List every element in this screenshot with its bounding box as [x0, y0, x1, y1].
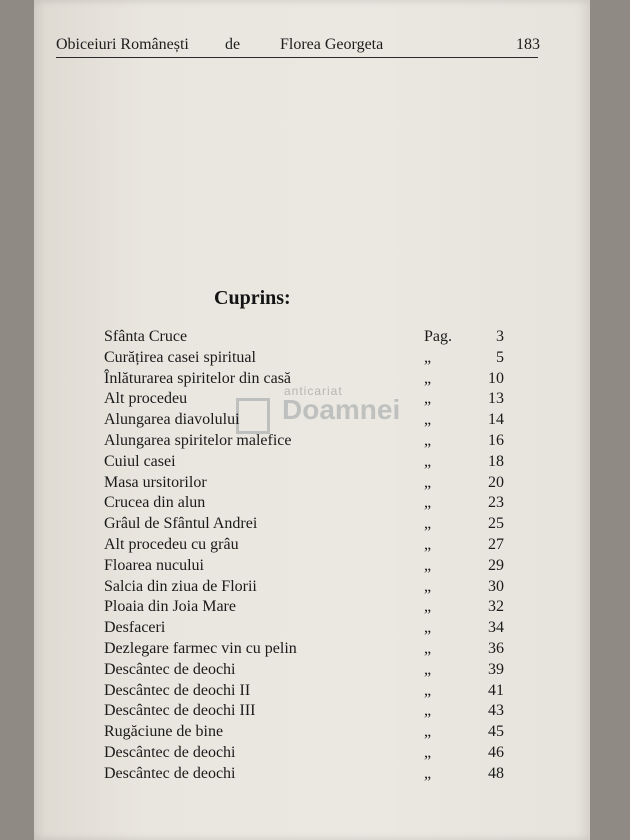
- toc-entry: [104, 473, 504, 494]
- toc-entry-mark: „: [424, 619, 432, 637]
- toc-entry-page: 13: [488, 390, 504, 408]
- toc-entry-mark: „: [424, 702, 432, 720]
- toc-entry-mark: „: [424, 515, 432, 533]
- header-page-number: 183: [516, 36, 540, 53]
- toc-entry-label: Ploaia din Joia Mare: [104, 598, 236, 616]
- toc-entry-label: Desfaceri: [104, 619, 166, 637]
- toc-entry-page: 48: [488, 764, 504, 782]
- toc-entry-page: 46: [488, 743, 504, 761]
- toc-entry: [104, 660, 504, 681]
- toc-entry: [104, 597, 504, 618]
- header-book-title: Obiceiuri Românești: [56, 36, 189, 53]
- toc-entry-label: Floarea nucului: [104, 556, 204, 574]
- header-author: Florea Georgeta: [280, 36, 384, 53]
- toc-entry-page: 14: [488, 411, 504, 429]
- toc-entry: [104, 389, 504, 410]
- toc-entry: [104, 681, 504, 702]
- toc-entry-page: 18: [488, 452, 504, 470]
- toc-entry-page: 20: [488, 473, 504, 491]
- toc-entry-mark: „: [424, 681, 432, 699]
- toc-entry: [104, 639, 504, 660]
- header-rule: [56, 57, 538, 58]
- toc-entry-mark: „: [424, 743, 432, 761]
- toc-entry-label: Descântec de deochi: [104, 764, 236, 782]
- toc-entry: [104, 743, 504, 764]
- toc-list: [104, 327, 504, 785]
- toc-entry-page: 3: [496, 328, 504, 345]
- toc-entry-page: 39: [488, 660, 504, 678]
- toc-entry: [104, 452, 504, 473]
- toc-entry-label: Alt procedeu cu grâu: [104, 535, 239, 553]
- toc-entry-label: Grâul de Sfântul Andrei: [104, 515, 258, 533]
- toc-entry-label: Salcia din ziua de Florii: [104, 577, 257, 595]
- toc-entry-label: Descântec de deochi II: [104, 681, 251, 699]
- toc-entry-mark: „: [424, 348, 432, 366]
- toc-entry: [104, 618, 504, 639]
- toc-entry: [104, 535, 504, 556]
- toc-entry-mark: „: [424, 598, 432, 616]
- toc-entry-mark: „: [424, 431, 432, 449]
- toc-entry-mark: Pag.: [424, 328, 452, 345]
- toc-entry: [104, 722, 504, 743]
- toc-entry: [104, 556, 504, 577]
- toc-entry-label: Descântec de deochi: [104, 660, 236, 678]
- watermark-brand: Doamnei: [282, 394, 401, 425]
- toc-entry-page: 34: [488, 619, 504, 637]
- watermark-small-text: anticariat: [284, 384, 343, 398]
- toc-entry-page: 16: [488, 431, 504, 449]
- toc-entry: [104, 327, 504, 348]
- toc-entry-page: 32: [488, 598, 504, 616]
- toc-entry: [104, 348, 504, 369]
- toc-entry-label: Curățirea casei spiritual: [104, 348, 256, 366]
- toc-entry: [104, 410, 504, 431]
- toc-entry-page: 23: [488, 494, 504, 512]
- toc-entry-page: 25: [488, 515, 504, 533]
- toc-entry-label: Crucea din alun: [104, 494, 206, 512]
- toc-entry-label: Alt procedeu: [104, 390, 188, 408]
- toc-entry-page: 36: [488, 639, 504, 657]
- toc-entry-label: Înlăturarea spiritelor din casă: [104, 369, 292, 387]
- toc-entry-label: Descântec de deochi: [104, 743, 236, 761]
- toc-entry-mark: „: [424, 535, 432, 553]
- toc-entry-mark: „: [424, 369, 432, 387]
- toc-entry-page: 10: [488, 369, 504, 387]
- toc-entry-mark: „: [424, 473, 432, 491]
- header-connector: de: [225, 36, 241, 53]
- toc-title: Cuprins:: [214, 287, 291, 309]
- toc-entry: [104, 369, 504, 390]
- toc-entry-mark: „: [424, 390, 432, 408]
- running-header: [56, 36, 540, 58]
- book-page: [34, 0, 590, 840]
- toc-entry-label: Descântec de deochi III: [104, 702, 256, 720]
- toc-entry: [104, 701, 504, 722]
- toc-entry-mark: „: [424, 723, 432, 741]
- toc-entry: [104, 577, 504, 598]
- toc-entry-mark: „: [424, 764, 432, 782]
- toc-entry-page: 29: [488, 556, 504, 574]
- toc-entry: [104, 514, 504, 535]
- toc-entry-label: Cuiul casei: [104, 452, 176, 470]
- toc-entry-page: 30: [488, 577, 504, 595]
- toc-entry-mark: „: [424, 660, 432, 678]
- toc-entry-label: Masa ursitorilor: [104, 473, 207, 491]
- toc-entry-label: Rugăciune de bine: [104, 723, 224, 741]
- toc-entry-page: 45: [488, 723, 504, 741]
- toc-entry-label: Dezlegare farmec vin cu pelin: [104, 639, 297, 657]
- toc-entry: [104, 431, 504, 452]
- toc-entry-mark: „: [424, 556, 432, 574]
- toc-entry-label: Sfânta Cruce: [104, 328, 188, 345]
- toc-entry-mark: „: [424, 639, 432, 657]
- toc-entry-page: 43: [488, 702, 504, 720]
- toc-entry-mark: „: [424, 452, 432, 470]
- toc-entry-mark: „: [424, 577, 432, 595]
- toc-entry-mark: „: [424, 411, 432, 429]
- toc-entry-page: 27: [488, 535, 504, 553]
- toc-entry-page: 5: [496, 348, 504, 366]
- toc-entry-label: Alungarea diavolului: [104, 411, 240, 429]
- toc-entry: [104, 493, 504, 514]
- toc-entry-mark: „: [424, 494, 432, 512]
- toc-entry-label: Alungarea spiritelor malefice: [104, 431, 292, 449]
- toc-entry: [104, 764, 504, 785]
- toc-entry-page: 41: [488, 681, 504, 699]
